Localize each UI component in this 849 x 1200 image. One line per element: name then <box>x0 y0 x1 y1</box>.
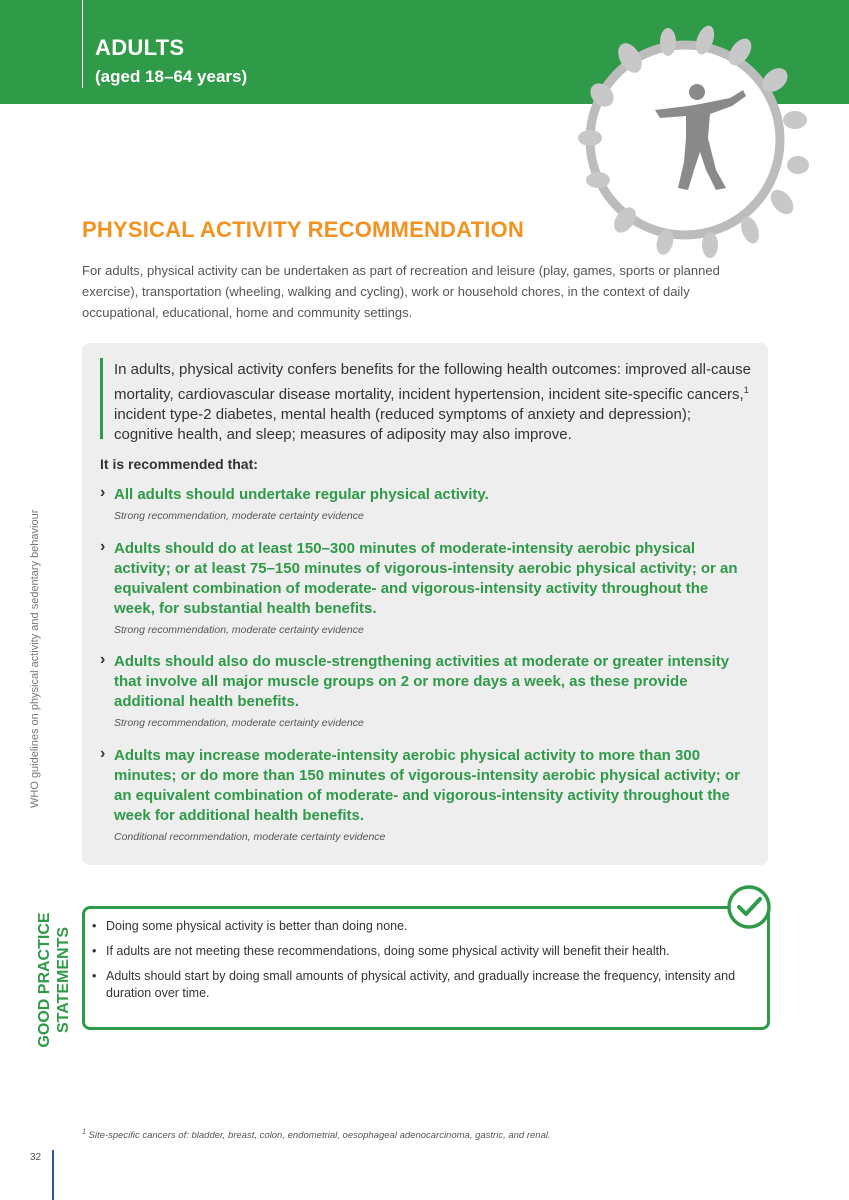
page-number-rule <box>52 1150 54 1200</box>
good-practice-list <box>92 918 742 1010</box>
header-divider <box>82 0 83 88</box>
footnote-marker: 1 <box>82 1129 86 1136</box>
benefits-paragraph: In adults, physical activity confers benefits for the following health outcomes: improved all-cause mortality, cardiovascular disease mortality, incident hypertension, incident site-specific cancers,$^1$ incident type-2 diabetes, mental health (reduced symptoms of anxiety and depression); cognitive health, and sleep; measures of adiposity may also improve. <box>114 361 751 443</box>
footnote-ref: 1 <box>743 385 749 395</box>
running-title: WHO guidelines on physical activity and sedentary behaviour <box>29 509 41 808</box>
quote-accent-bar <box>100 358 103 439</box>
recommendation-strength: Conditional recommendation, moderate certainty evidence <box>114 831 386 843</box>
footnote: $^1$ Site-specific cancers of: bladder, breast, colon, endometrial, oesophageal adenocarcinoma, gastric, and renal. <box>82 1129 551 1142</box>
section-title: PHYSICAL ACTIVITY RECOMMENDATION <box>82 217 524 242</box>
recommended-lead: It is recommended that: <box>100 456 258 472</box>
recommendation-item <box>100 746 750 843</box>
good-practice-label-line2: STATEMENTS <box>55 926 72 1034</box>
page-title: ADULTS <box>95 35 185 60</box>
chevron-right-icon: › <box>100 651 106 668</box>
good-practice-item: • If adults are not meeting these recommendations, doing some physical activity will benefit their health. <box>92 943 742 960</box>
recommendation-item <box>100 539 750 636</box>
good-practice-label <box>35 900 73 1060</box>
good-practice-item: • Doing some physical activity is better than doing none. <box>92 918 742 935</box>
activity-emblem-icon <box>560 20 830 260</box>
recommendation-strength: Strong recommendation, moderate certainty evidence <box>114 624 364 636</box>
page-number: 32 <box>30 1152 42 1163</box>
recommendation-strength: Strong recommendation, moderate certainty evidence <box>114 510 364 522</box>
chevron-right-icon: › <box>100 538 106 555</box>
recommendation-text: Adults may increase moderate-intensity aerobic physical activity to more than 300 minutes; or do more than 150 minutes of vigorous-intensity aerobic physical activity; or an equivalent combination of moderate- and vigorous-intensity activity throughout the week for additional health benefits. <box>114 747 740 824</box>
chevron-right-icon: › <box>100 745 106 762</box>
page-subtitle: (aged 18–64 years) <box>95 67 248 86</box>
recommendation-text: All adults should undertake regular physical activity. <box>114 486 489 503</box>
recommendation-text: Adults should also do muscle-strengthening activities at moderate or greater intensity that involve all major muscle groups on 2 or more days a week, as these provide additional health benefits. <box>114 653 730 710</box>
recommendation-item <box>100 485 750 522</box>
chevron-right-icon: › <box>100 484 106 501</box>
recommendation-text: Adults should do at least 150–300 minutes of moderate-intensity aerobic physical activity; or at least 75–150 minutes of vigorous-intensity aerobic physical activity; or an equivalent combination of moderate- and vigorous-intensity activity throughout the week, for substantial health benefits. <box>114 540 738 617</box>
intro-paragraph: For adults, physical activity can be undertaken as part of recreation and leisure (play, games, sports or planned exercise), transportation (wheeling, walking and cycling), work or household chores, in the context of daily occupational, educational, home and community settings. <box>82 263 720 320</box>
recommendation-strength: Strong recommendation, moderate certainty evidence <box>114 717 364 729</box>
recommendation-item <box>100 652 750 729</box>
good-practice-item: • Adults should start by doing small amounts of physical activity, and gradually increase the frequency, intensity and duration over time. <box>92 968 742 1002</box>
good-practice-label-line1: GOOD PRACTICE <box>36 912 53 1048</box>
